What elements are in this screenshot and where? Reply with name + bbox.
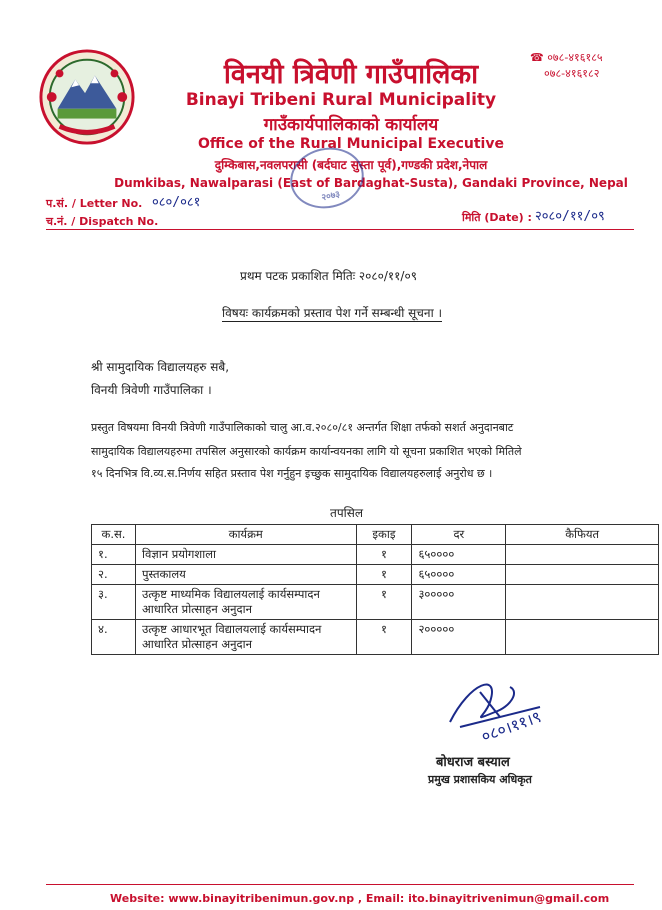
notice-paragraph-line-2: सामुदायिक विद्यालयहरुमा तपसिल अनुसारको कार्यक्रम कार्यान्वयनका लागि यो सूचना प्रकाशित भएको मितिले (91, 445, 522, 458)
office-stamp (285, 141, 370, 215)
notice-paragraph-line-3: १५ दिनभित्र वि.व्य.स.निर्णय सहित प्रस्ताव पेश गर्नुहुन इच्छुक सामुदायिक विद्यालयहरुलाई अनुरोध छ । (91, 467, 493, 480)
table-caption: तपसिल (330, 506, 364, 520)
notice-paragraph-line-1: प्रस्तुत विषयमा विनयी त्रिवेणी गाउँपालिकाको चालु आ.व.२०८०/८१ अन्तर्गत शिक्षा तर्फको सशर्त अनुदानबाट (91, 421, 514, 434)
recipient-line-1: श्री सामुदायिक विद्यालयहरु सबै, (91, 360, 230, 374)
dispatch-no-label: च.नं. / Dispatch No. (46, 215, 159, 228)
cell-unit: १ (356, 565, 412, 585)
footer-divider (46, 884, 634, 885)
cell-unit: १ (356, 585, 412, 620)
published-date: प्रथम पटक प्रकाशित मितिः २०८०/११/०९ (240, 269, 417, 283)
date-value: २०८०/११/०९ (535, 209, 605, 224)
phone-2: ०७८-४१६१८२ (544, 67, 600, 80)
table-row (92, 585, 659, 620)
cell-rate: ३००००० (412, 585, 506, 620)
cell-program (135, 620, 356, 655)
col-header-program: कार्यक्रम (135, 525, 356, 545)
cell-unit: १ (356, 545, 412, 565)
table-row (92, 545, 659, 565)
title-np: विनयी त्रिवेणी गाउँपालिका (223, 59, 479, 90)
cell-program-line-1: उत्कृष्ट आधारभूत विद्यालयलाई कार्यसम्पादन (141, 622, 322, 636)
cell-remark (506, 585, 659, 620)
cell-rate: २००००० (412, 620, 506, 655)
cell-program (135, 585, 356, 620)
letter-no-label: प.सं. / Letter No. (46, 197, 143, 210)
phone-1: ☎ ०७८-४१६१८५ (530, 51, 603, 64)
address-np: दुम्किबास,नवलपरासी (बर्दघाट सुस्ता पूर्व),गण्डकी प्रदेश,नेपाल (214, 158, 488, 172)
cell-unit: १ (356, 620, 412, 655)
col-header-remark: कैफियत (506, 525, 659, 545)
col-header-sn: क.स. (92, 525, 136, 545)
table-row (92, 565, 659, 585)
date-label: मिति (Date) : (462, 211, 532, 224)
cell-program: विज्ञान प्रयोगशाला (135, 545, 356, 565)
table-row (92, 620, 659, 655)
office-en: Office of the Rural Municipal Executive (198, 136, 504, 152)
signatory-name: बोधराज बस्याल (436, 755, 510, 770)
cell-remark (506, 620, 659, 655)
stamp-year: २०७३ (320, 189, 342, 204)
cell-program-line-1: उत्कृष्ट माध्यमिक विद्यालयलाई कार्यसम्पादन (141, 587, 320, 601)
cell-sn: १. (92, 545, 136, 565)
cell-program: पुस्तकालय (135, 565, 356, 585)
cell-sn: ४. (92, 620, 136, 655)
header-divider (46, 229, 634, 230)
cell-remark (506, 545, 659, 565)
cell-rate: ६५०००० (412, 545, 506, 565)
cell-program-line-2: आधारित प्रोत्साहन अनुदान (141, 602, 253, 616)
letter-no-value: ०८०/०८१ (152, 195, 201, 210)
table-header-row (92, 525, 659, 545)
col-header-rate: दर (412, 525, 506, 545)
cell-sn: ३. (92, 585, 136, 620)
recipient-line-2: विनयी त्रिवेणी गाउँपालिका । (91, 383, 212, 397)
signatory-designation: प्रमुख प्रशासकिय अधिकृत (428, 773, 532, 786)
cell-program-line-2: आधारित प्रोत्साहन अनुदान (141, 637, 253, 651)
address-en: Dumkibas, Nawalparasi (East of Bardaghat-Susta), Gandaki Province, Nepal (114, 176, 628, 190)
signature-date: ०८०।११।९ (478, 706, 544, 747)
program-table (91, 524, 659, 655)
subject-line: विषयः कार्यक्रमको प्रस्ताव पेश गर्ने सम्बन्धी सूचना । (222, 306, 443, 320)
cell-rate: ६५०००० (412, 565, 506, 585)
office-np: गाउँकार्यपालिकाको कार्यालय (263, 115, 439, 135)
cell-remark (506, 565, 659, 585)
title-en: Binayi Tribeni Rural Municipality (185, 90, 497, 110)
footer-contact: Website: www.binayitribenimun.gov.np , Email: ito.binayitrivenimun@gmail.com (110, 892, 610, 905)
col-header-unit: इकाइ (356, 525, 412, 545)
cell-sn: २. (92, 565, 136, 585)
